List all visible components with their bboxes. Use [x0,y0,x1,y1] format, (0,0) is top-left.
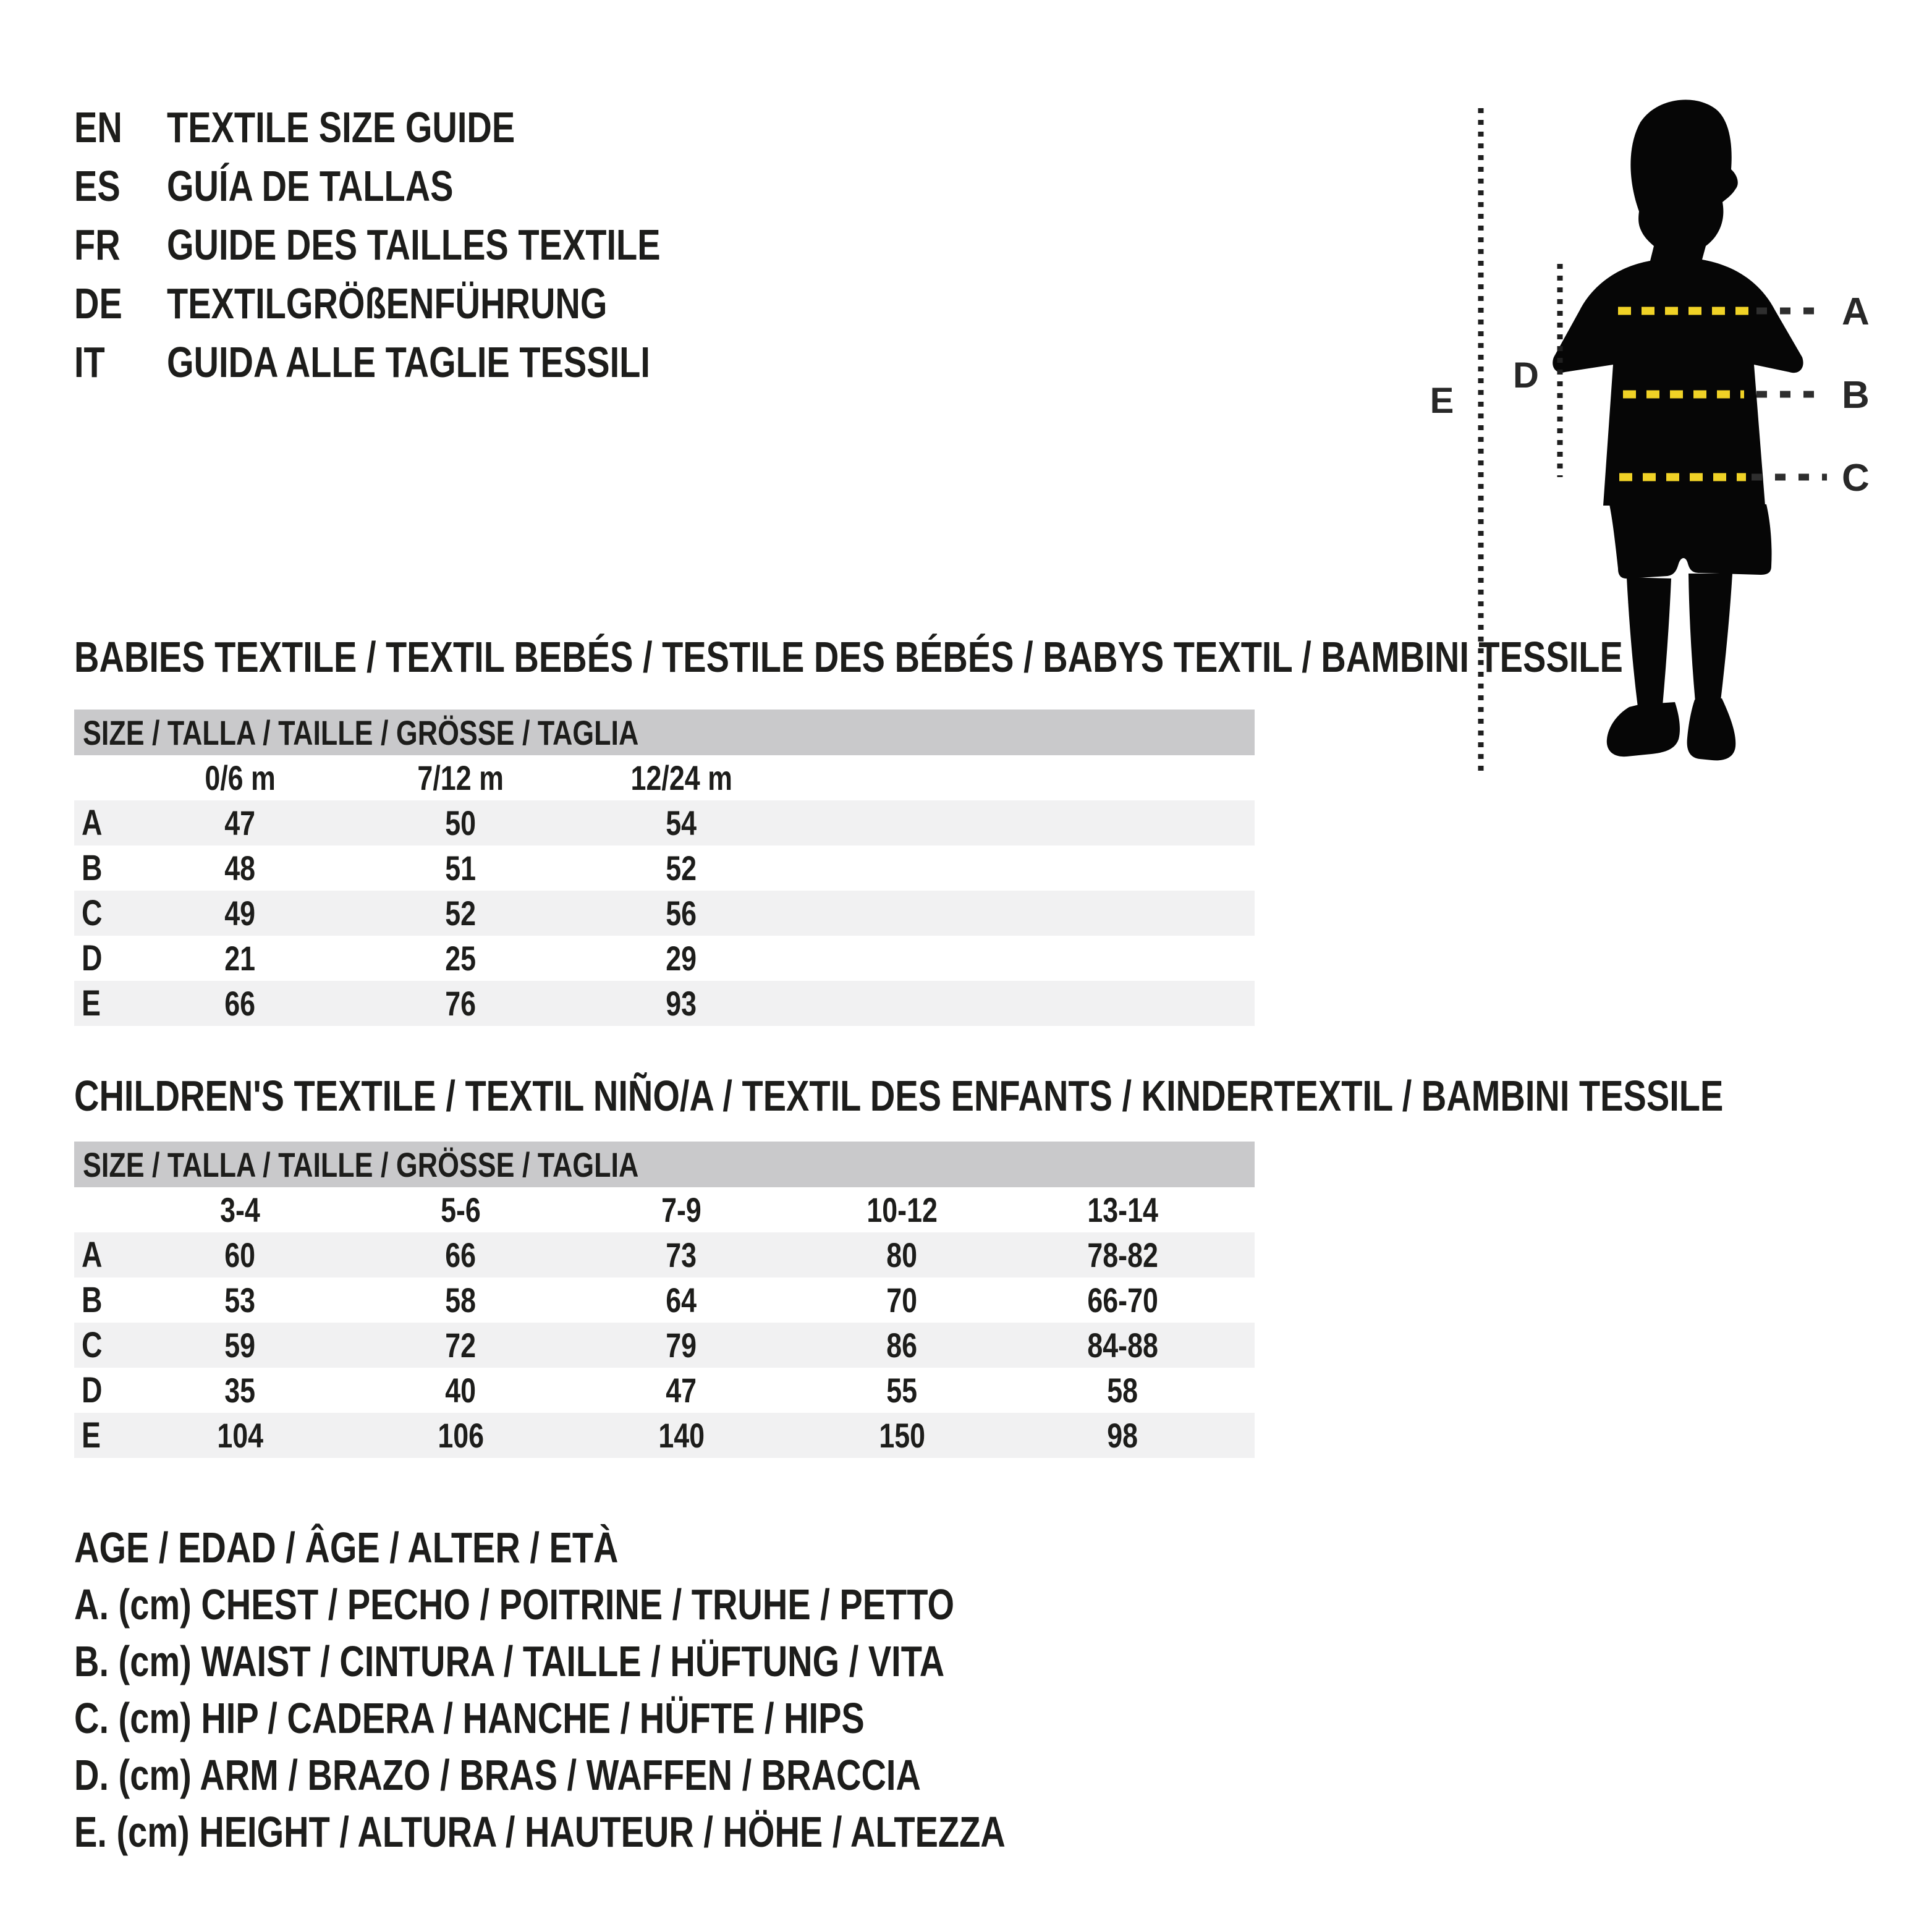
language-code: DE [74,279,122,328]
row-label: C [82,1325,103,1365]
children-column-header-row [74,1187,1255,1232]
table-row-d [74,1368,1255,1413]
table-cell: 70 [886,1281,918,1320]
table-cell: 72 [445,1326,477,1365]
table-cell: 48 [224,849,256,888]
table-cell: 50 [445,803,477,842]
children-section-title: CHILDREN'S TEXTILE / TEXTIL NIÑO/A / TEXTIL DES ENFANTS / KINDERTEXTIL / BAMBINI TESSILE [74,1072,1724,1120]
column-header: 0/6 m [205,758,276,797]
table-cell: 150 [879,1416,925,1455]
language-code: ES [74,161,121,210]
child-shorts-shape [1604,504,1772,578]
table-cell: 98 [1107,1416,1138,1455]
waist-label: B [1842,374,1870,417]
language-row-en [74,98,784,156]
language-title: TEXTILGRÖßENFÜHRUNG [167,279,608,328]
row-label: C [82,893,103,933]
table-cell: 47 [666,1371,697,1410]
table-cell: 66 [445,1235,477,1274]
table-cell: 52 [445,894,477,933]
children-size-table [74,1142,1255,1458]
table-cell: 52 [666,849,697,888]
table-row-e [74,981,1255,1026]
table-cell: 73 [666,1235,697,1274]
legend-line-waist: B. (cm) WAIST / CINTURA / TAILLE / HÜFTUNG / VITA [74,1637,945,1685]
babies-size-table [74,710,1255,1026]
table-cell: 66 [224,984,256,1023]
legend-line-arm: D. (cm) ARM / BRAZO / BRAS / WAFFEN / BRACCIA [74,1751,921,1799]
table-cell: 80 [886,1235,918,1274]
table-cell: 25 [445,939,477,978]
row-label: D [82,938,103,978]
language-title: GUÍA DE TALLAS [167,161,454,210]
table-cell: 106 [438,1416,484,1455]
language-code: IT [74,337,105,386]
babies-size-header-bar: SIZE / TALLA / TAILLE / GRÖSSE / TAGLIA [74,710,1255,755]
table-cell: 86 [886,1326,918,1365]
column-header: 7/12 m [417,758,504,797]
row-label: A [82,1235,103,1275]
height-label: E [1430,381,1454,421]
language-row-es [74,156,784,215]
table-cell: 140 [658,1416,705,1455]
table-cell: 104 [217,1416,263,1455]
child-head-torso-shape [1553,100,1803,506]
table-cell: 54 [666,803,697,842]
legend-line-height: E. (cm) HEIGHT / ALTURA / HAUTEUR / HÖHE / ALTEZZA [74,1808,1006,1856]
table-cell: 47 [224,803,256,842]
row-label: D [82,1370,103,1410]
table-row-b [74,845,1255,891]
measurement-diagram [1409,80,1932,797]
child-silhouette-diagram [1409,80,1932,797]
language-title-block [74,98,784,391]
table-cell: 40 [445,1371,477,1410]
column-header: 7-9 [661,1190,701,1229]
table-cell: 66-70 [1087,1281,1158,1320]
table-cell: 53 [224,1281,256,1320]
column-header: 13-14 [1087,1190,1158,1229]
children-size-header-bar: SIZE / TALLA / TAILLE / GRÖSSE / TAGLIA [74,1142,1255,1187]
table-row-a [74,800,1255,845]
arm-label: D [1513,355,1539,396]
table-cell: 21 [224,939,256,978]
table-cell: 93 [666,984,697,1023]
hip-label: C [1842,457,1870,499]
table-cell: 64 [666,1281,697,1320]
table-row-a [74,1232,1255,1277]
legend-line-chest: A. (cm) CHEST / PECHO / POITRINE / TRUHE / PETTO [74,1580,955,1629]
table-row-b [74,1277,1255,1323]
row-label: E [82,1415,101,1455]
table-cell: 58 [1107,1371,1138,1410]
language-row-it [74,333,784,391]
language-code: EN [74,103,122,151]
table-row-e [74,1413,1255,1458]
child-left-shoe-shape [1607,702,1680,756]
table-cell: 51 [445,849,477,888]
table-cell: 35 [224,1371,256,1410]
column-header: 12/24 m [630,758,732,797]
babies-section-title: BABIES TEXTILE / TEXTIL BEBÉS / TESTILE DES BÉBÉS / BABYS TEXTIL / BAMBINI TESSILE [74,633,1623,681]
row-label: E [82,983,101,1023]
column-header: 5-6 [441,1190,481,1229]
chest-label: A [1842,290,1870,333]
language-title: GUIDE DES TAILLES TEXTILE [167,220,661,269]
table-cell: 29 [666,939,697,978]
legend-line-age: AGE / EDAD / ÂGE / ALTER / ETÀ [74,1523,619,1572]
row-label: B [82,1280,103,1320]
babies-column-header-row [74,755,1255,800]
table-cell: 76 [445,984,477,1023]
table-row-d [74,936,1255,981]
language-title: GUIDA ALLE TAGLIE TESSILI [167,337,650,386]
language-code: FR [74,220,121,269]
language-row-fr [74,215,784,274]
child-right-shoe-shape [1687,698,1736,760]
table-cell: 59 [224,1326,256,1365]
row-label: B [82,848,103,888]
language-title: TEXTILE SIZE GUIDE [167,103,515,151]
legend-line-hip: C. (cm) HIP / CADERA / HANCHE / HÜFTE / HIPS [74,1694,865,1742]
table-row-c [74,1323,1255,1368]
table-cell: 56 [666,894,697,933]
table-cell: 55 [886,1371,918,1410]
row-label: A [82,803,103,843]
table-cell: 78-82 [1087,1235,1158,1274]
column-header: 10-12 [866,1190,938,1229]
table-cell: 84-88 [1087,1326,1158,1365]
table-cell: 79 [666,1326,697,1365]
table-cell: 58 [445,1281,477,1320]
table-row-c [74,891,1255,936]
measurement-legend [74,1519,1238,1860]
language-row-de [74,274,784,333]
table-cell: 49 [224,894,256,933]
table-cell: 60 [224,1235,256,1274]
column-header: 3-4 [220,1190,260,1229]
